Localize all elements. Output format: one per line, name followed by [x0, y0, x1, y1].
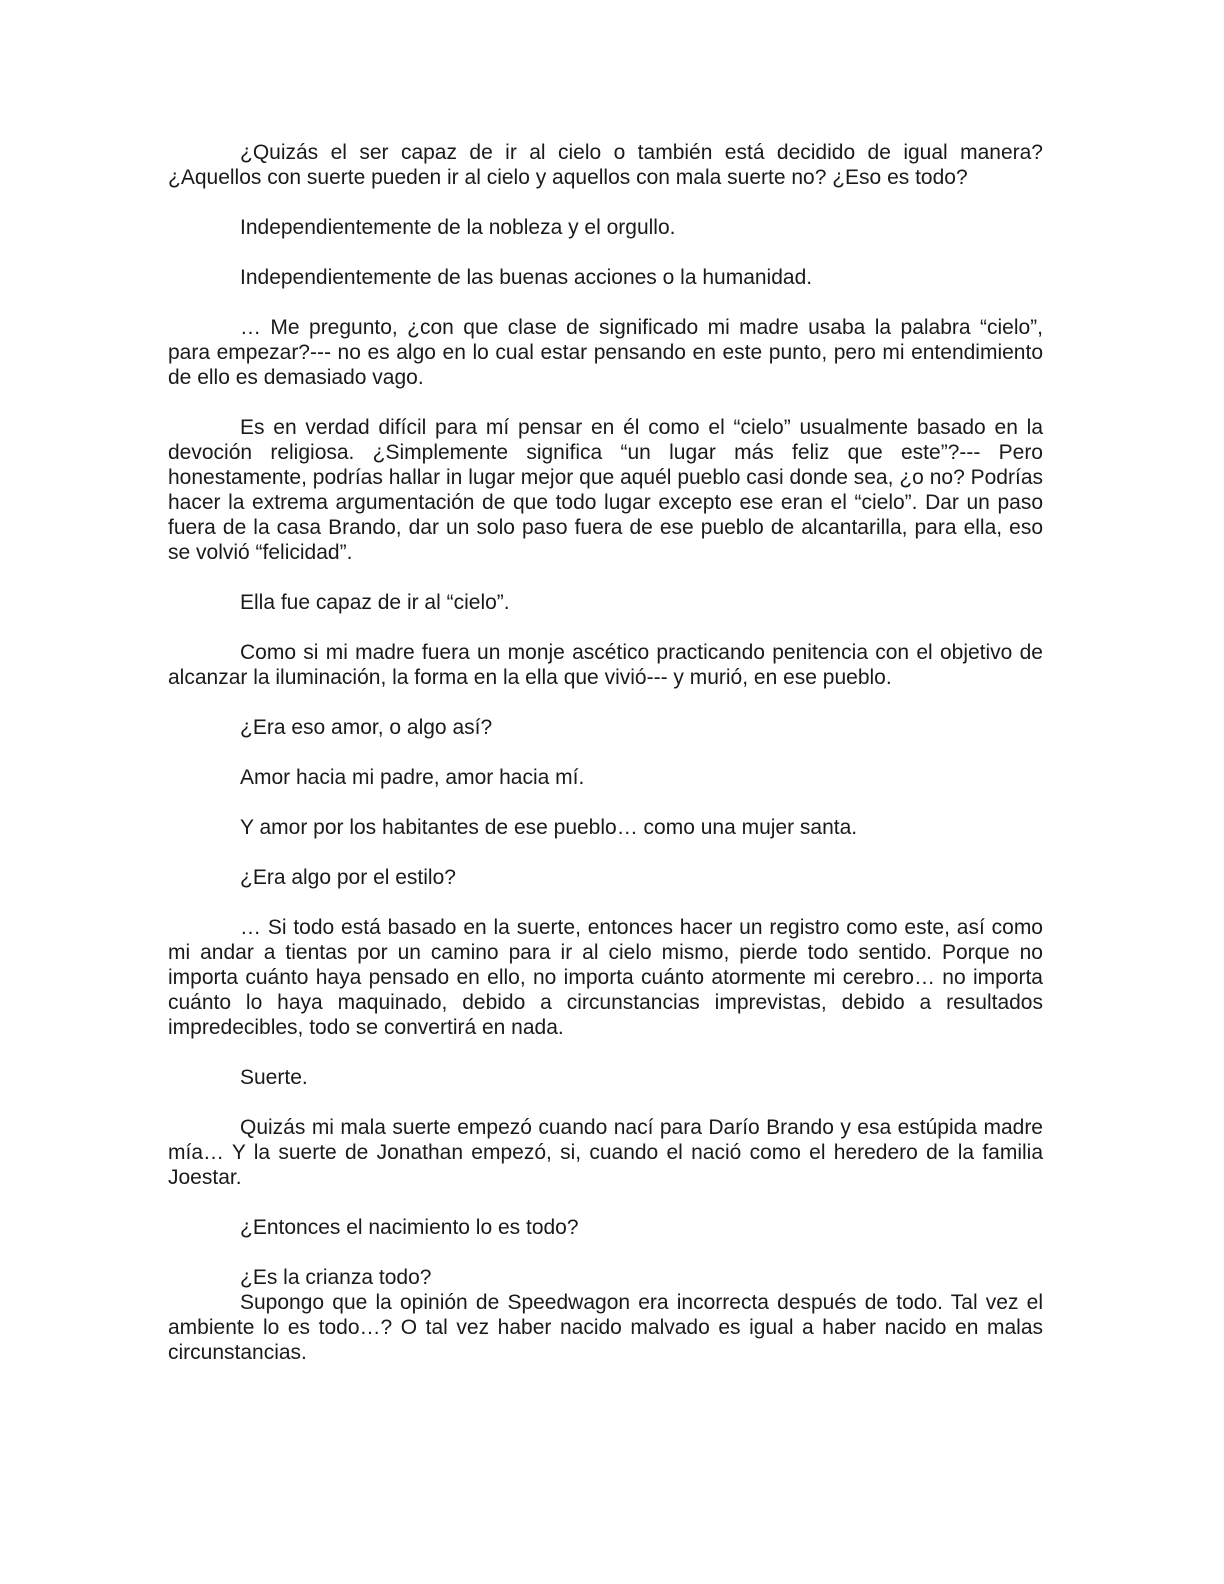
- paragraph: ¿Quizás el ser capaz de ir al cielo o también está decidido de igual manera? ¿Aquellos con suerte pueden ir al cielo y aquellos con mala suerte no? ¿Eso es todo?: [168, 141, 1043, 189]
- paragraph: Es en verdad difícil para mí pensar en él como el “cielo” usualmente basado en la devoción religiosa. ¿Simplemente significa “un lugar más feliz que este”?--- Pero honestamente, podrías hallar in lugar mejor que aquél pueblo casi donde sea, ¿o no? Podrías hacer la extrema argumentación de que todo lugar excepto ese eran el “cielo”. Dar un paso fuera de la casa Brando, dar un solo paso fuera de ese pueblo de alcantarilla, para ella, eso se volvió “felicidad”.: [168, 416, 1043, 564]
- paragraph: Ella fue capaz de ir al “cielo”.: [240, 591, 510, 614]
- paragraph: ¿Era algo por el estilo?: [240, 866, 456, 889]
- paragraph: … Me pregunto, ¿con que clase de significado mi madre usaba la palabra “cielo”, para empezar?--- no es algo en lo cual estar pensando en este punto, pero mi entendimiento de ello es demasiado vago.: [168, 316, 1043, 389]
- paragraph: ¿Era eso amor, o algo así?: [240, 716, 493, 739]
- paragraph: Amor hacia mi padre, amor hacia mí.: [240, 766, 585, 789]
- paragraph: Independientemente de la nobleza y el orgullo.: [240, 216, 676, 239]
- paragraph: Suerte.: [240, 1066, 308, 1089]
- paragraph: Quizás mi mala suerte empezó cuando nací para Darío Brando y esa estúpida madre mía… Y la suerte de Jonathan empezó, si, cuando el nació como el heredero de la familia Joestar.: [168, 1116, 1043, 1189]
- document-body: [168, 140, 1043, 1390]
- paragraph: Supongo que la opinión de Speedwagon era incorrecta después de todo. Tal vez el ambiente lo es todo…? O tal vez haber nacido malvado es igual a haber nacido en malas circunstancias.: [168, 1291, 1043, 1364]
- paragraph: Independientemente de las buenas acciones o la humanidad.: [240, 266, 813, 289]
- paragraph: … Si todo está basado en la suerte, entonces hacer un registro como este, así como mi andar a tientas por un camino para ir al cielo mismo, pierde todo sentido. Porque no importa cuánto haya pensado en ello, no importa cuánto atormente mi cerebro… no importa cuánto lo haya maquinado, debido a circunstancias imprevistas, debido a resultados impredecibles, todo se convertirá en nada.: [168, 916, 1043, 1039]
- paragraph: Como si mi madre fuera un monje ascético practicando penitencia con el objetivo de alcanzar la iluminación, la forma en la ella que vivió--- y murió, en ese pueblo.: [168, 641, 1043, 689]
- paragraph: Y amor por los habitantes de ese pueblo… como una mujer santa.: [240, 816, 858, 839]
- paragraph: ¿Entonces el nacimiento lo es todo?: [240, 1216, 579, 1239]
- paragraph: ¿Es la crianza todo?: [240, 1266, 432, 1289]
